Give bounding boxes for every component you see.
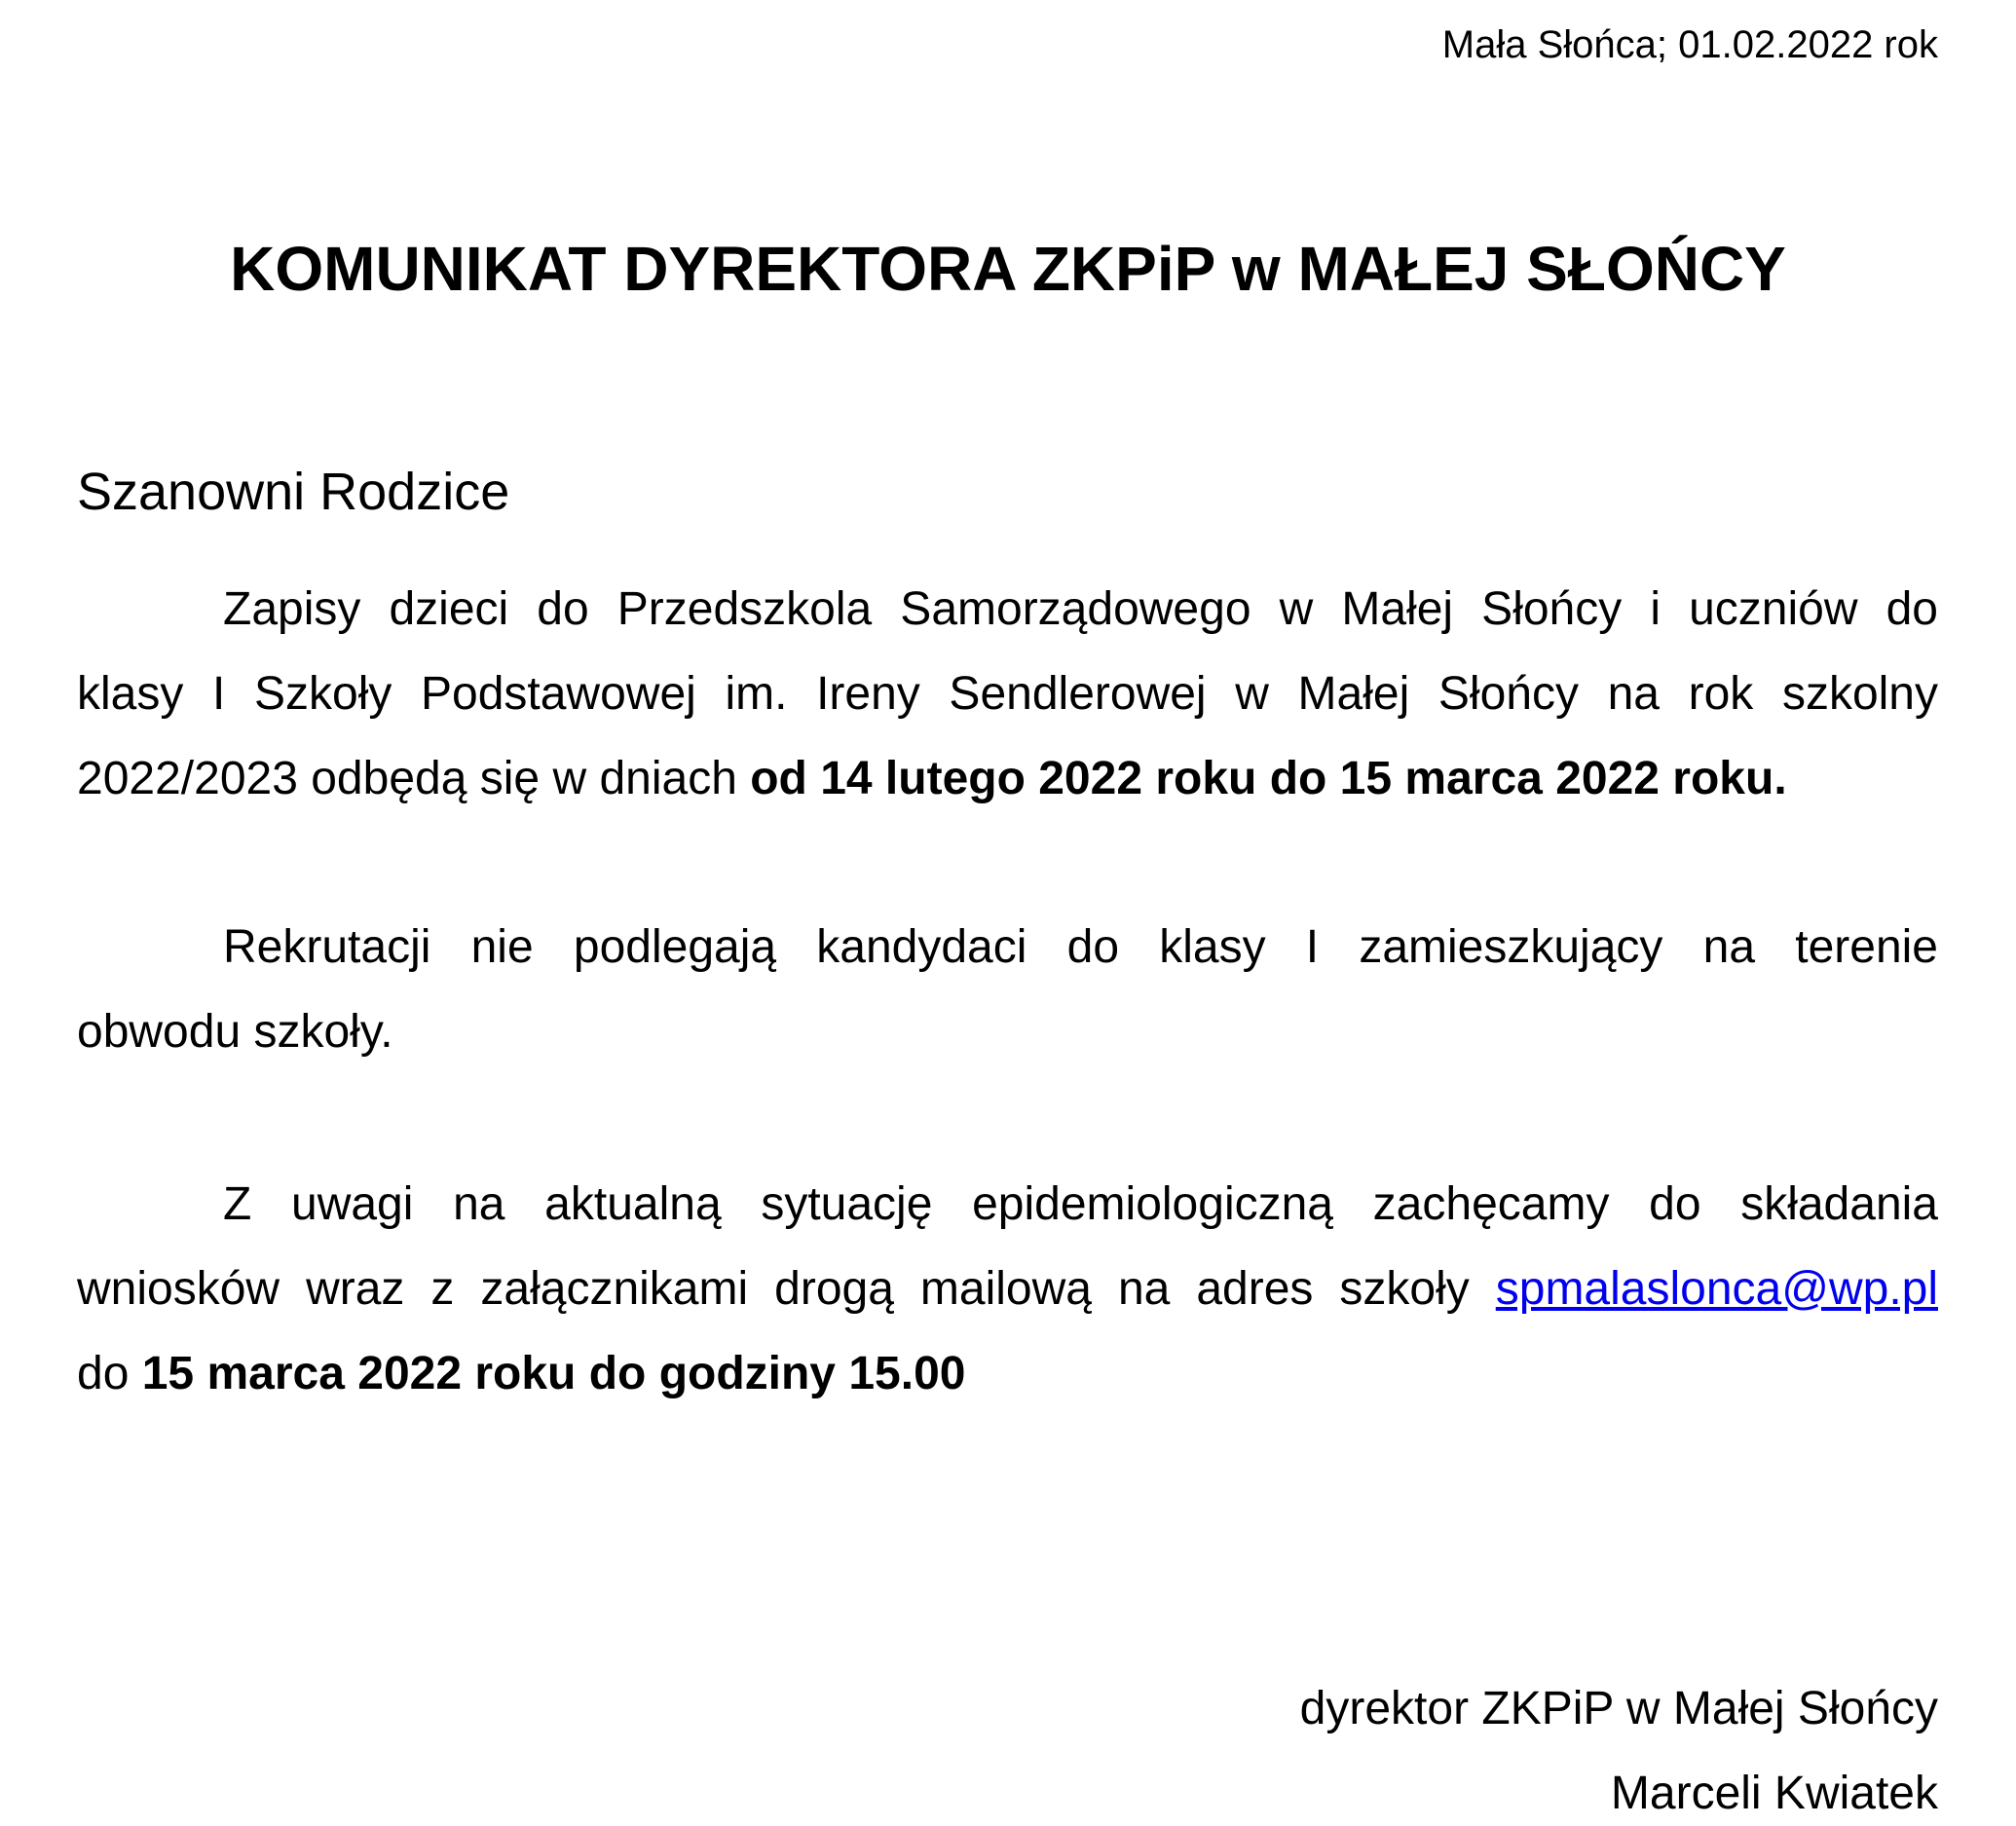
- document-title: KOMUNIKAT DYREKTORA ZKPiP w MAŁEJ SŁOŃCY: [230, 234, 1786, 304]
- paragraph-2-line-1: Rekrutacji nie podlegają kandydaci do klasy I zamieszkujący na terenie: [223, 921, 1938, 973]
- paragraph-1-line-1: Zapisy dzieci do Przedszkola Samorządowego w Małej Słońcy i uczniów do: [223, 583, 1938, 635]
- email-link[interactable]: spmalaslonca@wp.pl: [1495, 1263, 1939, 1315]
- paragraph-1-text: 2022/2023 odbędą się w dniach: [77, 753, 751, 804]
- place-and-date: Mała Słońca; 01.02.2022 rok: [1441, 23, 1938, 66]
- paragraph-3-line-3: [77, 1345, 1938, 1403]
- paragraph-1-line-3: [77, 750, 1938, 808]
- paragraph-3-line-2: [77, 1260, 1938, 1319]
- enrollment-dates: od 14 lutego 2022 roku do 15 marca 2022 roku.: [750, 753, 1787, 804]
- paragraph-3-text: wniosków wraz z załącznikami drogą mailową na adres szkoły: [77, 1263, 1470, 1315]
- signature-name: Marceli Kwiatek: [1610, 1768, 1938, 1819]
- paragraph-2-line-2: obwodu szkoły.: [77, 1006, 393, 1058]
- greeting: Szanowni Rodzice: [77, 463, 510, 521]
- paragraph-1-line-2: klasy I Szkoły Podstawowej im. Ireny Sendlerowej w Małej Słońcy na rok szkolny: [77, 668, 1938, 720]
- signature-role: dyrektor ZKPiP w Małej Słońcy: [1299, 1683, 1938, 1734]
- deadline: 15 marca 2022 roku do godziny 15.00: [141, 1348, 966, 1399]
- paragraph-3-text-prefix: do: [77, 1348, 142, 1399]
- paragraph-3-line-1: Z uwagi na aktualną sytuację epidemiologiczną zachęcamy do składania: [223, 1178, 1938, 1230]
